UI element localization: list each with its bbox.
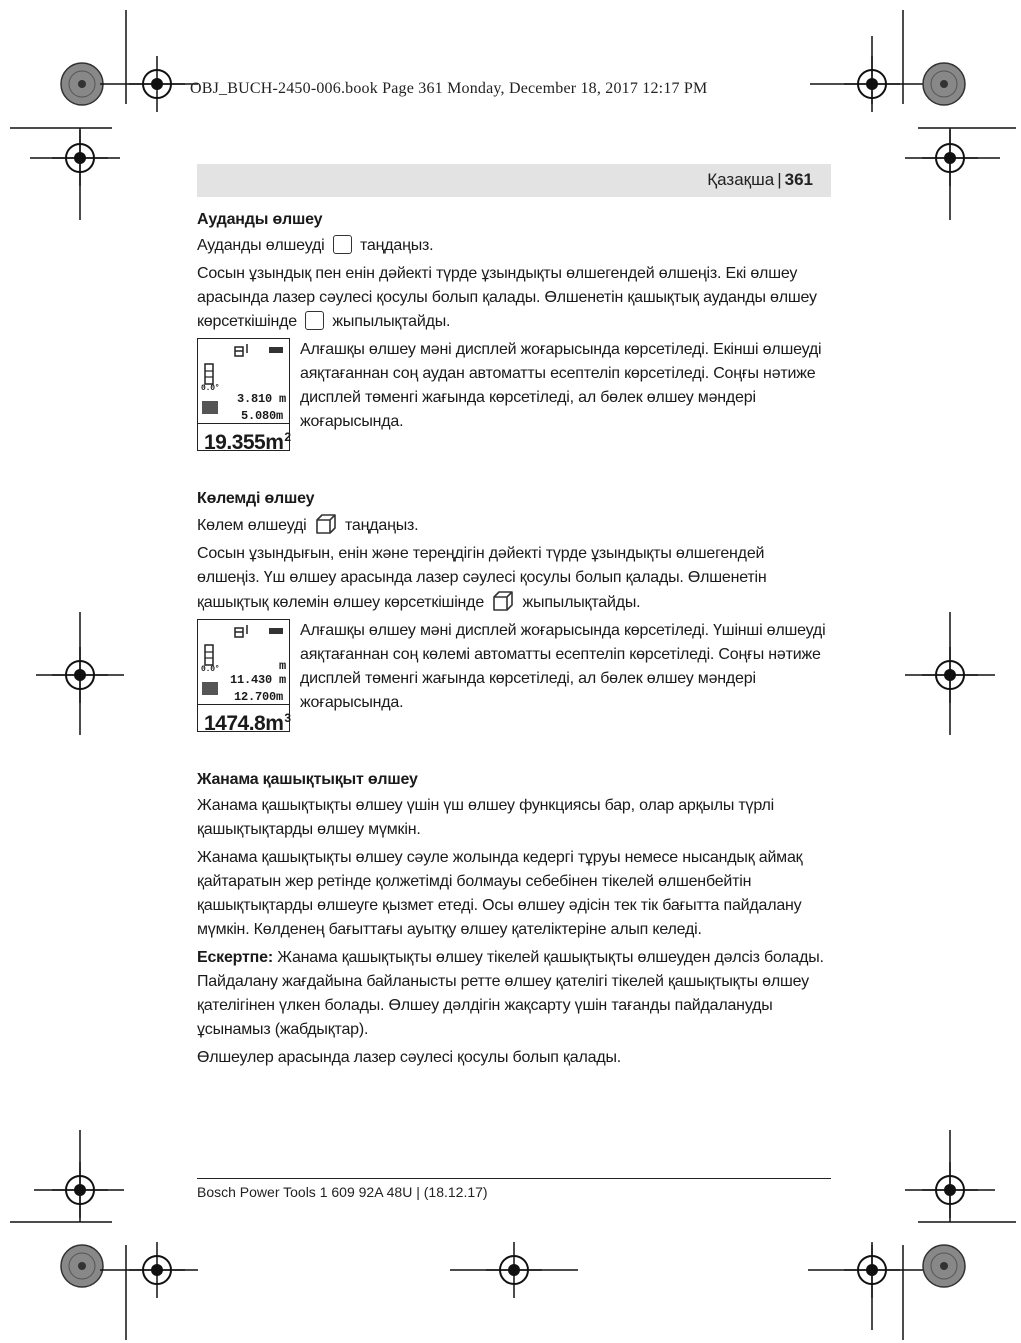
volume-mode-icon — [315, 513, 337, 535]
area-mode-icon — [305, 311, 324, 330]
reference-level-icon — [234, 343, 252, 357]
header-separator: | — [777, 170, 782, 189]
volume-heading: Көлемді өлшеу — [197, 490, 315, 507]
volume-paragraph-after: жыпылықтайды. — [522, 594, 641, 611]
area-select-text: Ауданды өлшеуді — [197, 237, 325, 254]
area-mode-icon — [333, 235, 352, 254]
volume-paragraph-text: Сосын ұзындығын, енін және тереңдігін дәйекті түрде ұзындықты өлшегендей өлшеңіз. Үш өлшеу арасында лазер сәулесі қосулы болып қалады. Өлшенетін қашықтық көлемін өлшеу көрсеткішінде — [197, 545, 767, 611]
area-select-after: таңдаңыз. — [359, 237, 434, 254]
third-measurement: 12.700m — [233, 690, 283, 704]
volume-display-illustration — [197, 619, 291, 735]
book-slug-line: OBJ_BUCH-2450-006.book Page 361 Monday, December 18, 2017 12:17 PM — [190, 80, 708, 97]
indirect-paragraph-3: Өлшеулер арасында лазер сәулесі қосулы болып қалады. — [197, 1049, 622, 1066]
first-measurement-unit: m — [278, 659, 286, 673]
indirect-note — [197, 946, 831, 1042]
area-mode-icon — [202, 401, 218, 414]
volume-description — [300, 619, 831, 715]
volume-mode-icon — [492, 590, 514, 612]
area-paragraph-after: жыпылықтайды. — [332, 313, 451, 330]
area-description-text: Алғашқы өлшеу мәні дисплей жоғарысында көрсетіледі. Екінші өлшеуді аяқтағаннан соң аудан автоматты есептеліп көрсетіледі. Соңғы нәтиже дисплей төменгі жағында көрсетіледі, ал бөлек өлшеу мәндері жоғарысында. — [300, 341, 822, 430]
note-text: Жанама қашықтықты өлшеу тікелей қашықтықты өлшеуден дәлсіз болады. Пайдалану жағдайына байланысты ретте өлшеу қателігі тікелей қашықтықты өлшеу қателігінен үлкен болады. Өлшеу дәлдігін жақсарту үшін тағанды пайдалануды ұсынамыз (жабдықтар). — [197, 949, 824, 1038]
page-number: 361 — [784, 170, 813, 189]
second-measurement: 11.430 m — [229, 673, 286, 687]
volume-figure-row — [197, 619, 831, 735]
volume-select-line — [197, 513, 831, 538]
volume-mode-icon — [202, 682, 218, 695]
tilt-angle: 0.0° — [201, 384, 220, 393]
header-language: Қазақша — [707, 170, 775, 189]
indirect-paragraph-1: Жанама қашықтықты өлшеу үшін үш өлшеу функциясы бар, олар арқылы түрлі қашықтықтарды өлшеу мүмкін. — [197, 797, 774, 838]
area-display-illustration — [197, 338, 291, 454]
page-content — [197, 208, 831, 1074]
volume-result-value: 1474.8m — [204, 712, 284, 735]
indirect-paragraph-2: Жанама қашықтықты өлшеу сәуле жолында кедергі тұруы немесе нысандық аймақ қайтаратын жер ретінде қолжетімді болмауы себебінен тікелей өлшенбейтін қашықтықтарды өлшеуге қызмет етеді. Осы өлшеу әдісін тек тік бағытта пайдалану мүмкін. Көлденең бағыттағы ауытқу өлшеу қателіктеріне алып келеді. — [197, 849, 803, 938]
area-description — [300, 338, 831, 434]
volume-result-exponent: 3 — [284, 711, 291, 725]
volume-select-text: Көлем өлшеуді — [197, 517, 307, 534]
page-header-bar — [197, 164, 831, 197]
area-select-line — [197, 234, 831, 258]
area-heading: Ауданды өлшеу — [197, 211, 323, 228]
battery-icon — [269, 347, 283, 353]
first-measurement: 3.810 m — [236, 392, 286, 406]
area-result-exponent: 2 — [284, 430, 291, 444]
volume-select-after: таңдаңыз. — [344, 517, 419, 534]
page-header — [707, 170, 813, 190]
volume-paragraph — [197, 542, 831, 615]
reference-level-icon — [234, 624, 252, 638]
section-gap — [197, 738, 831, 768]
battery-icon — [269, 628, 283, 634]
footer-rule — [197, 1178, 831, 1179]
page-footer: Bosch Power Tools 1 609 92A 48U | (18.12.17) — [197, 1184, 488, 1200]
volume-result — [198, 704, 291, 735]
area-paragraph — [197, 262, 831, 334]
area-result — [198, 423, 291, 454]
volume-description-text: Алғашқы өлшеу мәні дисплей жоғарысында көрсетіледі. Үшінші өлшеуді аяқтағаннан соң көлемі автоматты есептеліп көрсетіледі. Соңғы нәтиже дисплей төменгі жағында көрсетіледі, ал бөлек өлшеу мәндері жоғарысында. — [300, 622, 826, 711]
indirect-heading: Жанама қашықтықыт өлшеу — [197, 771, 418, 788]
area-figure-row — [197, 338, 831, 454]
note-label: Ескертпе: — [197, 949, 273, 966]
area-result-value: 19.355m — [204, 431, 284, 454]
area-paragraph-text: Сосын ұзындық пен енін дәйекті түрде ұзындықты өлшегендей өлшеңіз. Екі өлшеу арасында лазер сәулесі қосулы болып қалады. Өлшенетін қашықтық ауданды өлшеу көрсеткішінде — [197, 265, 817, 330]
section-gap — [197, 457, 831, 487]
second-measurement: 5.080m — [240, 409, 283, 423]
tilt-angle: 0.0° — [201, 665, 220, 674]
